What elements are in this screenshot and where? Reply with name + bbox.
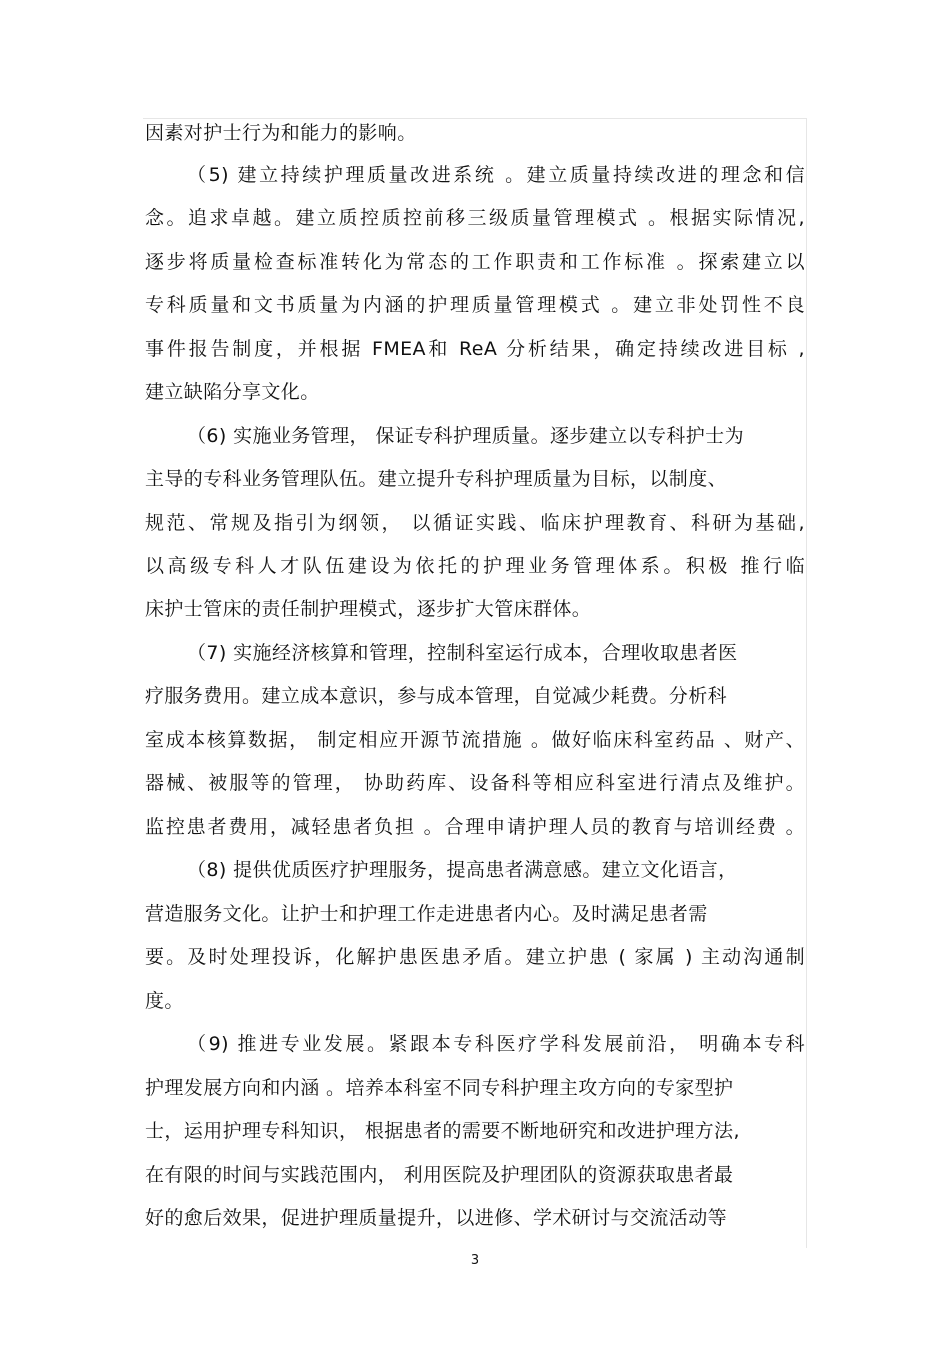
text-line: 器械、被服等的管理， 协助药库、设备科等相应科室进行清点及维护。	[145, 772, 805, 794]
text-line: 床护士管床的责任制护理模式，逐步扩大管床群体。	[145, 598, 592, 620]
text-line: 因素对护士行为和能力的影响。	[145, 122, 417, 144]
text-line: 事件报告制度，并根据 FMEA和 ReA 分析结果，确定持续改进目标 ,	[145, 338, 805, 360]
text-line: 建立缺陷分享文化。	[145, 381, 320, 403]
text-line: 在有限的时间与实践范围内， 利用医院及护理团队的资源获取患者最	[145, 1164, 734, 1186]
text-line: 以高级专科人才队伍建设为依托的护理业务管理体系。积极 推行临	[145, 555, 805, 577]
text-line: 室成本核算数据， 制定相应开源节流措施 。做好临床科室药品 、财产、	[145, 729, 805, 751]
text-line: 度。	[145, 990, 184, 1012]
text-line: 逐步将质量检查标准转化为常态的工作职责和工作标准 。探索建立以	[145, 251, 805, 273]
page-number: 3	[470, 1253, 480, 1268]
text-line: （5) 建立持续护理质量改进系统 。建立质量持续改进的理念和信	[187, 164, 805, 186]
text-line: 念。追求卓越。建立质控质控前移三级质量管理模式 。根据实际情况,	[145, 207, 805, 229]
text-line: 要。及时处理投诉，化解护患医患矛盾。建立护患 ( 家属 ) 主动沟通制	[145, 946, 805, 968]
text-line: 监控患者费用，减轻患者负担 。合理申请护理人员的教育与培训经费 。	[145, 816, 805, 838]
text-line: （8) 提供优质医疗护理服务，提高患者满意感。建立文化语言，	[187, 859, 738, 881]
text-line: 主导的专科业务管理队伍。建立提升专科护理质量为目标，以制度、	[145, 468, 728, 490]
text-line: （9) 推进专业发展。紧跟本专科医疗学科发展前沿， 明确本专科	[187, 1033, 805, 1055]
text-line: （7) 实施经济核算和管理，控制科室运行成本，合理收取患者医	[187, 642, 738, 664]
text-line: （6) 实施业务管理， 保证专科护理质量。逐步建立以专科护士为	[187, 425, 744, 447]
text-line: 疗服务费用。建立成本意识，参与成本管理，自觉减少耗费。分析科	[145, 685, 728, 707]
text-line: 士，运用护理专科知识， 根据患者的需要不断地研究和改进护理方法,	[145, 1120, 740, 1142]
text-line: 护理发展方向和内涵 。培养本科室不同专科护理主攻方向的专家型护	[145, 1077, 734, 1099]
text-line: 专科质量和文书质量为内涵的护理质量管理模式 。建立非处罚性不良	[145, 294, 805, 316]
text-line: 规范、常规及指引为纲领， 以循证实践、临床护理教育、科研为基础,	[145, 512, 805, 534]
text-line: 营造服务文化。让护士和护理工作走进患者内心。及时满足患者需	[145, 903, 708, 925]
text-line: 好的愈后效果，促进护理质量提升，以进修、学术研讨与交流活动等	[145, 1207, 728, 1229]
